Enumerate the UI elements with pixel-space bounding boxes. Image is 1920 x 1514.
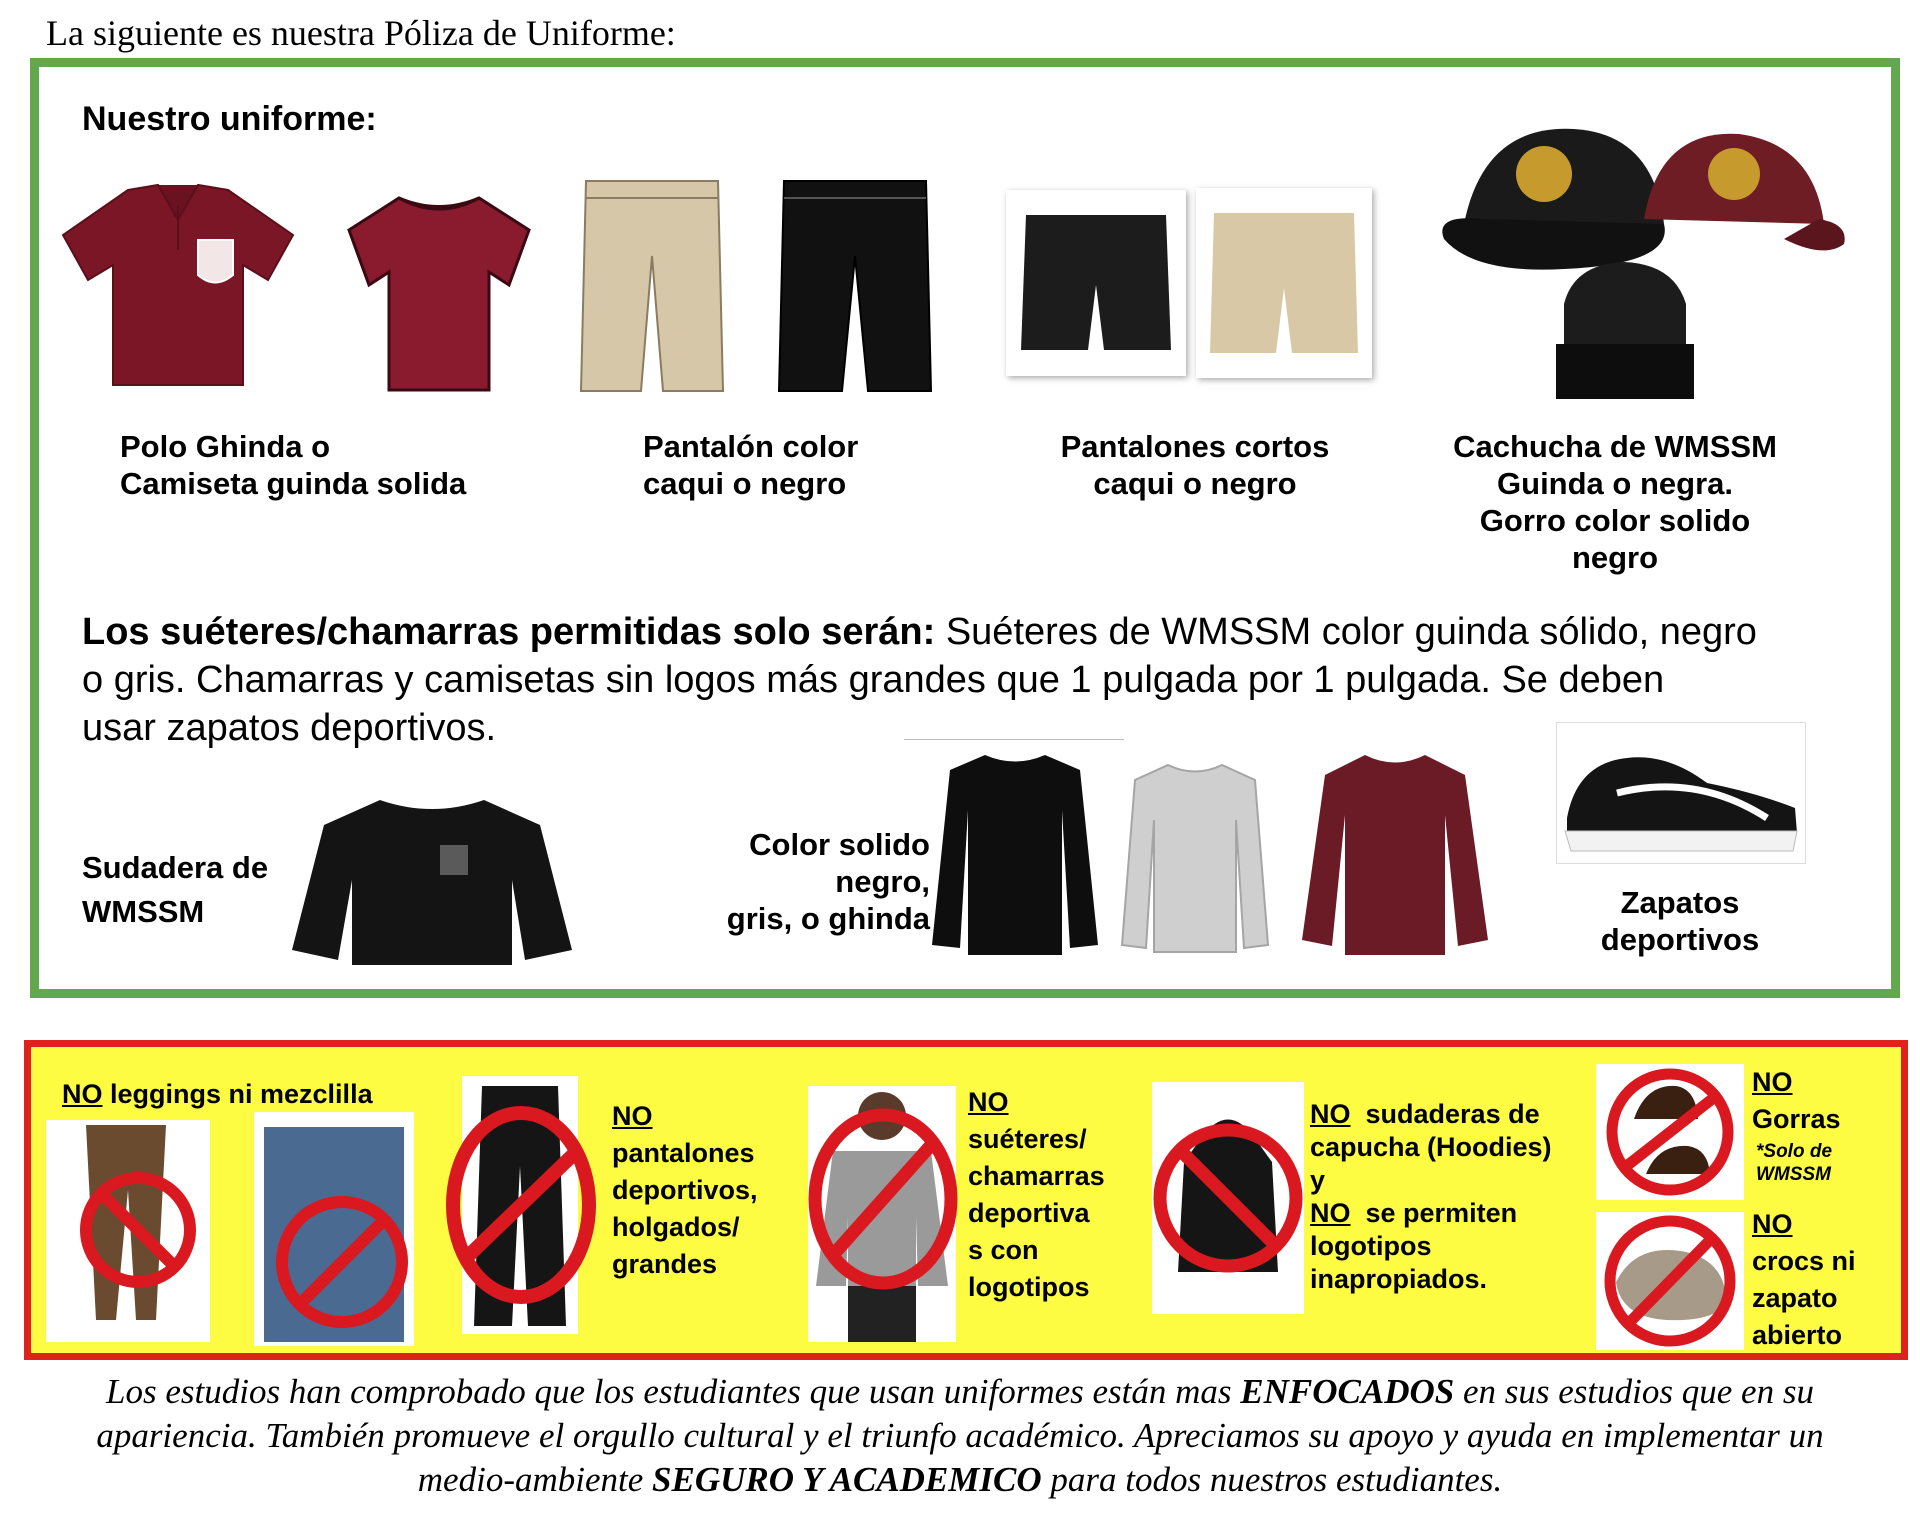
prohibited-pants-line3: holgados/ bbox=[612, 1212, 740, 1242]
black-shorts-photo bbox=[1006, 190, 1186, 376]
photo-divider bbox=[904, 739, 1124, 740]
prohibited-crocs-line1: crocs ni bbox=[1752, 1246, 1856, 1276]
label-sudadera-line1: Sudadera de bbox=[82, 850, 269, 885]
no-hoodies-word: NO bbox=[1310, 1099, 1351, 1129]
label-shorts-line2: caqui o negro bbox=[1093, 466, 1297, 501]
hoodie-icon bbox=[1152, 1082, 1304, 1314]
label-color-line1: Color solido negro, bbox=[749, 827, 930, 899]
footer-statement bbox=[0, 1370, 1920, 1502]
label-polo-line1: Polo Ghinda o bbox=[120, 429, 331, 464]
khaki-pants-icon bbox=[578, 176, 726, 396]
footer-enfocados: ENFOCADOS bbox=[1240, 1372, 1455, 1411]
crocs-icon bbox=[1596, 1212, 1744, 1350]
label-polo-line2: Camiseta guinda solida bbox=[120, 466, 467, 501]
no-logos-word: NO bbox=[1310, 1198, 1351, 1228]
sweatshirt-icon bbox=[290, 790, 574, 970]
prohibited-hoodies-line2: capucha (Hoodies) bbox=[1310, 1132, 1552, 1162]
prohibited-leggings-label bbox=[62, 1076, 373, 1113]
prohibited-pants-line2: deportivos, bbox=[612, 1175, 758, 1205]
black-cap-icon bbox=[1442, 129, 1665, 270]
sweater-policy-line2: o gris. Chamarras y camisetas sin logos más grandes que 1 pulgada por 1 pulgada. Se deben bbox=[82, 659, 1665, 701]
caps-prohibited-photo bbox=[1596, 1064, 1744, 1200]
prohibited-sweaters-line5: logotipos bbox=[968, 1272, 1090, 1302]
caps-note-line1: *Solo de bbox=[1756, 1141, 1833, 1162]
caps-note bbox=[1756, 1140, 1832, 1186]
prohibited-hoodies-line5: logotipos bbox=[1310, 1231, 1432, 1261]
prohibited-hoodies-line3: y bbox=[1310, 1165, 1326, 1195]
jeans-icon bbox=[254, 1112, 414, 1346]
prohibited-hoodies-label bbox=[1310, 1098, 1552, 1296]
sneaker-photo bbox=[1556, 722, 1806, 864]
no-leggings-word: NO bbox=[62, 1079, 103, 1109]
label-color-solido bbox=[650, 826, 930, 937]
footer-line1-a: Los estudios han comprobado que los estudiantes que usan uniformes están mas bbox=[106, 1372, 1232, 1411]
no-caps-word: NO bbox=[1752, 1067, 1793, 1097]
no-sign-icon bbox=[444, 1100, 598, 1310]
leggings-icon bbox=[46, 1120, 210, 1342]
khaki-shorts-photo bbox=[1196, 188, 1372, 378]
prohibited-sweaters-line3: deportiva bbox=[968, 1198, 1090, 1228]
label-pantalon bbox=[643, 428, 858, 502]
label-cachucha-line2: Guinda o negra. bbox=[1497, 466, 1733, 501]
no-pants-word: NO bbox=[612, 1101, 653, 1131]
maroon-cap-icon bbox=[1644, 134, 1845, 251]
label-cachucha bbox=[1430, 428, 1800, 576]
gray-sweater-icon bbox=[1120, 760, 1270, 956]
footer-line2: apariencia. También promueve el orgullo cultural y el triunfo académico. Apreciamos su apoyo y ayuda en implementar un bbox=[96, 1416, 1824, 1455]
intro-text: La siguiente es nuestra Póliza de Uniforme: bbox=[46, 13, 676, 53]
leggings-photo bbox=[46, 1120, 210, 1342]
prohibited-crocs-line2: zapato bbox=[1752, 1283, 1838, 1313]
polo-shirt-icon bbox=[58, 180, 298, 395]
beanie-icon bbox=[1556, 262, 1694, 399]
sweater-policy-lead: Los suéteres/chamarras permitidas solo serán: bbox=[82, 611, 936, 653]
footer-line3-c: para todos nuestros estudiantes. bbox=[1050, 1460, 1503, 1499]
label-cachucha-line1: Cachucha de WMSSM bbox=[1453, 429, 1777, 464]
hoodie-photo bbox=[1152, 1082, 1304, 1314]
footer-line1-c: en sus estudios que en su bbox=[1463, 1372, 1814, 1411]
maroon-sweater-icon bbox=[1300, 750, 1490, 960]
no-sign-icon bbox=[806, 1104, 960, 1294]
prohibited-pants-line1: pantalones bbox=[612, 1138, 755, 1168]
sneaker-icon bbox=[1557, 723, 1805, 863]
label-cachucha-line4: negro bbox=[1571, 540, 1659, 575]
uniform-heading: Nuestro uniforme: bbox=[82, 100, 377, 138]
label-polo bbox=[120, 428, 466, 502]
label-sudadera-line2: WMSSM bbox=[82, 894, 205, 929]
prohibited-caps-line1: Gorras bbox=[1752, 1104, 1841, 1134]
label-sudadera bbox=[82, 846, 268, 934]
prohibited-crocs-line3: abierto bbox=[1752, 1320, 1843, 1350]
prohibited-sweaters-line4: s con bbox=[968, 1235, 1039, 1265]
jeans-photo bbox=[254, 1112, 414, 1346]
prohibited-sweaters-line2: chamarras bbox=[968, 1161, 1105, 1191]
caps-note-line2: WMSSM bbox=[1756, 1164, 1831, 1185]
prohibited-pants-label bbox=[612, 1098, 758, 1283]
caps-group bbox=[1424, 114, 1854, 404]
label-shorts-line1: Pantalones cortos bbox=[1060, 429, 1330, 464]
black-pants-icon bbox=[776, 176, 934, 396]
caps-prohibited-icon bbox=[1596, 1064, 1744, 1200]
no-crocs-word: NO bbox=[1752, 1209, 1793, 1239]
label-pantalon-line1: Pantalón color bbox=[643, 429, 859, 464]
prohibited-sweaters-label bbox=[968, 1084, 1105, 1306]
prohibited-crocs-label bbox=[1752, 1206, 1856, 1354]
sweater-policy-line3: usar zapatos deportivos. bbox=[82, 707, 497, 749]
prohibited-hoodies-line1: sudaderas de bbox=[1365, 1099, 1540, 1129]
sweater-policy-line1: Suéteres de WMSSM color guinda sólido, negro bbox=[945, 611, 1757, 653]
footer-line3-a: medio-ambiente bbox=[417, 1460, 644, 1499]
black-sweater-icon bbox=[930, 750, 1100, 960]
khaki-shorts-icon bbox=[1196, 188, 1372, 378]
label-pantalon-line2: caqui o negro bbox=[643, 466, 847, 501]
label-zapatos bbox=[1570, 884, 1790, 958]
prohibited-caps-label bbox=[1752, 1064, 1841, 1138]
prohibited-hoodies-line4: se permiten bbox=[1365, 1198, 1518, 1228]
tshirt-icon bbox=[344, 190, 534, 395]
prohibited-leggings-text: leggings ni mezclilla bbox=[110, 1079, 373, 1109]
label-shorts bbox=[1020, 428, 1370, 502]
black-shorts-icon bbox=[1006, 190, 1186, 376]
no-sweaters-word: NO bbox=[968, 1087, 1009, 1117]
label-color-line2: gris, o ghinda bbox=[726, 901, 930, 936]
prohibited-sweaters-line1: suéteres/ bbox=[968, 1124, 1087, 1154]
crocs-photo bbox=[1596, 1212, 1744, 1350]
label-cachucha-line3: Gorro color solido bbox=[1479, 503, 1751, 538]
footer-seguro: SEGURO Y ACADEMICO bbox=[652, 1460, 1042, 1499]
prohibited-hoodies-line6: inapropiados. bbox=[1310, 1264, 1488, 1294]
label-zapatos-line1: Zapatos bbox=[1620, 885, 1740, 920]
prohibited-pants-line4: grandes bbox=[612, 1249, 718, 1279]
label-zapatos-line2: deportivos bbox=[1600, 922, 1760, 957]
